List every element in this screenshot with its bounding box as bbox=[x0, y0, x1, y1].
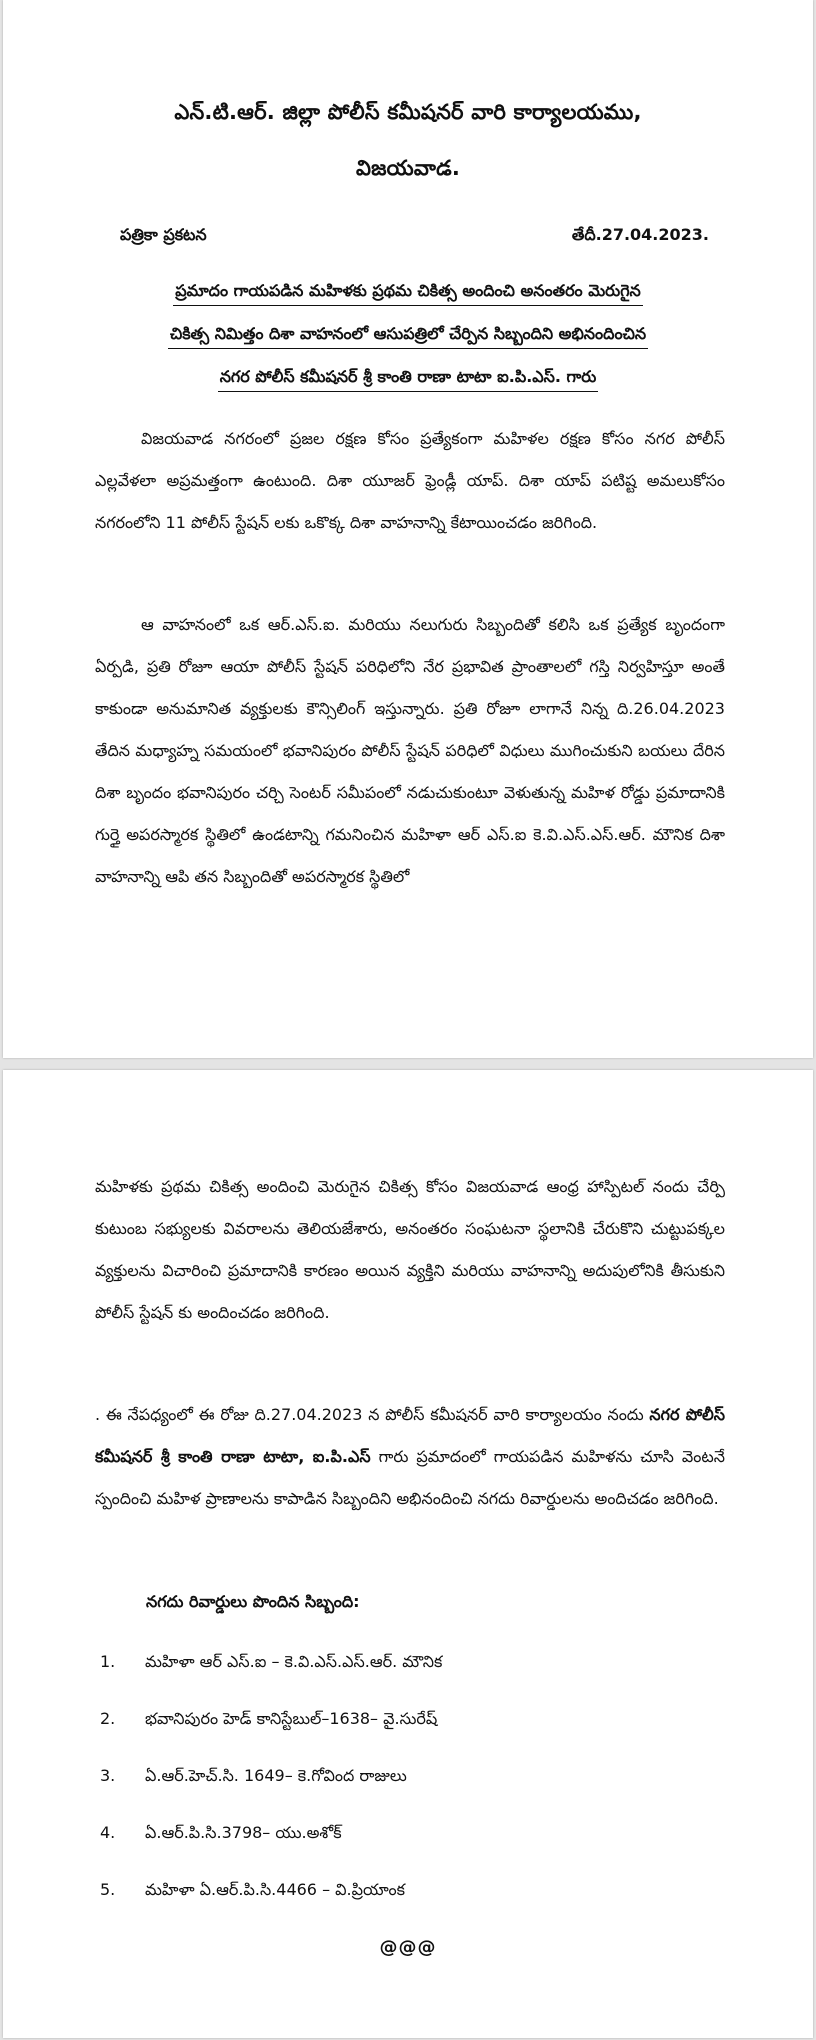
document-page-1 bbox=[3, 0, 813, 1058]
commissioner-name: నగర పోలీస్ కమీషనర్ శ్రీ కాంతి రాణా టాటా, ఐ.పి.ఎస్ bbox=[95, 1405, 725, 1466]
list-item: 2. భవానిపురం హెడ్ కానిస్టేబుల్–1638– వై.సురేష్ bbox=[100, 1709, 438, 1728]
subject-line-3: నగర పోలీస్ కమీషనర్ శ్రీ కాంతి రాణా టాటా ఐ.పి.ఎస్. గారు bbox=[3, 360, 813, 394]
list-item: 5. మహిళా ఏ.ఆర్.పి.సి.4466 – వి.ప్రియాంక bbox=[100, 1880, 405, 1899]
rewards-heading: నగదు రివార్డులు పొందిన సిబ్బంది: bbox=[146, 1592, 360, 1611]
end-mark: @@@ bbox=[379, 1937, 437, 1958]
release-date: తేదీ.27.04.2023. bbox=[571, 225, 709, 244]
list-item: 1. మహిళా ఆర్ ఎస్.ఐ – కె.వి.ఎస్.ఎస్.ఆర్. మౌనిక bbox=[100, 1652, 443, 1671]
document-page-2 bbox=[3, 1070, 813, 2038]
body-paragraph-3: మహిళకు ప్రథమ చికిత్స అందించి మెరుగైన చికిత్స కోసం విజయవాడ ఆంధ్ర హాస్పిటల్ నందు చేర్పి కుటుంబ సభ్యులకు వివరాలను తెలియజేశారు, అనంతరం సంఘటనా స్థలానికి చేరుకొని చుట్టుపక్కల వ్యక్తులను విచారించి ప్రమాదానికి కారణం అయిన వ్యక్తిని మరియు వాహనాన్ని అదుపులోనికి తీసుకుని పోలీస్ స్టేషన్ కు అందించడం జరిగింది. bbox=[95, 1177, 725, 1322]
subject-line-2: చికిత్స నిమిత్తం దిశా వాహనంలో ఆసుపత్రిలో చేర్పిన సిబ్బందిని అభినందించిన bbox=[3, 317, 813, 351]
body-paragraph-2: ఆ వాహనంలో ఒక ఆర్.ఎస్.ఐ. మరియు నలుగురు సిబ్బందితో కలిసి ఒక ప్రత్యేక బృందంగా ఏర్పడి, ప్రతి రోజూ ఆయా పోలీస్ స్టేషన్ పరిధిలోని నేర ప్రభావిత ప్రాంతాలలో గస్తి నిర్వహిస్తూ అంతే కాకుండా అనుమానిత వ్యక్తులకు కౌన్సిలింగ్ ఇస్తున్నారు. ప్రతి రోజూ లాగానే నిన్న ది.26.04.2023 తేదిన మధ్యాహ్న సమయంలో భవానిపురం పోలీస్ స్టేషన్ పరిధిలో విధులు ముగించుకుని బయలు దేరిన దిశా బృందం భవానిపురం చర్చి సెంటర్ సమీపంలో నడుచుకుంటూ వెళుతున్న మహిళ రోడ్డు ప్రమాదానికి గుర్తై అపరస్మారక స్థితిలో ఉండటాన్ని గమనించిన మహిళా ఆర్ ఎస్.ఐ కె.వి.ఎస్.ఎస్.ఆర్. మౌనిక దిశా వాహనాన్ని ఆపి తన సిబ్బందితో అపరస్మారక స్థితిలో bbox=[95, 615, 725, 886]
body-paragraph-4: . ఈ నేపధ్యంలో ఈ రోజు ది.27.04.2023 న పోలీస్ కమీషనర్ వారి కార్యాలయం నందు నగర పోలీస్ కమీషనర్ శ్రీ కాంతి రాణా టాటా, ఐ.పి.ఎస్ గారు ప్రమాదంలో గాయపడిన మహిళను చూసి వెంటనే స్పందించి మహిళ ప్రాణాలను కాపాడిన సిబ్బందిని అభినందించి నగదు రివార్డులను అందిచడం జరిగింది. bbox=[95, 1405, 725, 1508]
office-title: ఎన్.టి.ఆర్. జిల్లా పోలీస్ కమీషనర్ వారి కార్యాలయము, bbox=[174, 100, 642, 124]
list-item: 4. ఏ.ఆర్.పి.సి.3798– యు.అశోక్ bbox=[100, 1823, 342, 1842]
body-paragraph-1: విజయవాడ నగరంలో ప్రజల రక్షణ కోసం ప్రత్యేకంగా మహిళల రక్షణ కోసం నగర పోలీస్ ఎల్లవేళలా అప్రమత్తంగా ఉంటుంది. దిశా యూజర్ ఫ్రెండ్లీ యాప్. దిశా యాప్ పటిష్ట అమలుకోసం నగరంలోని 11 పోలీస్ స్టేషన్ లకు ఒకొక్క దిశా వాహనాన్ని కేటాయించడం జరిగింది. bbox=[95, 429, 725, 532]
subject-line-1: ప్రమాదం గాయపడిన మహిళకు ప్రథమ చికిత్స అందించి అనంతరం మెరుగైన bbox=[3, 274, 813, 308]
press-release-label: పత్రికా ప్రకటన bbox=[120, 225, 207, 244]
office-city: విజయవాడ. bbox=[355, 156, 460, 180]
list-item: 3. ఏ.ఆర్.హెచ్.సి. 1649– కె.గోవింద రాజులు bbox=[100, 1766, 407, 1785]
